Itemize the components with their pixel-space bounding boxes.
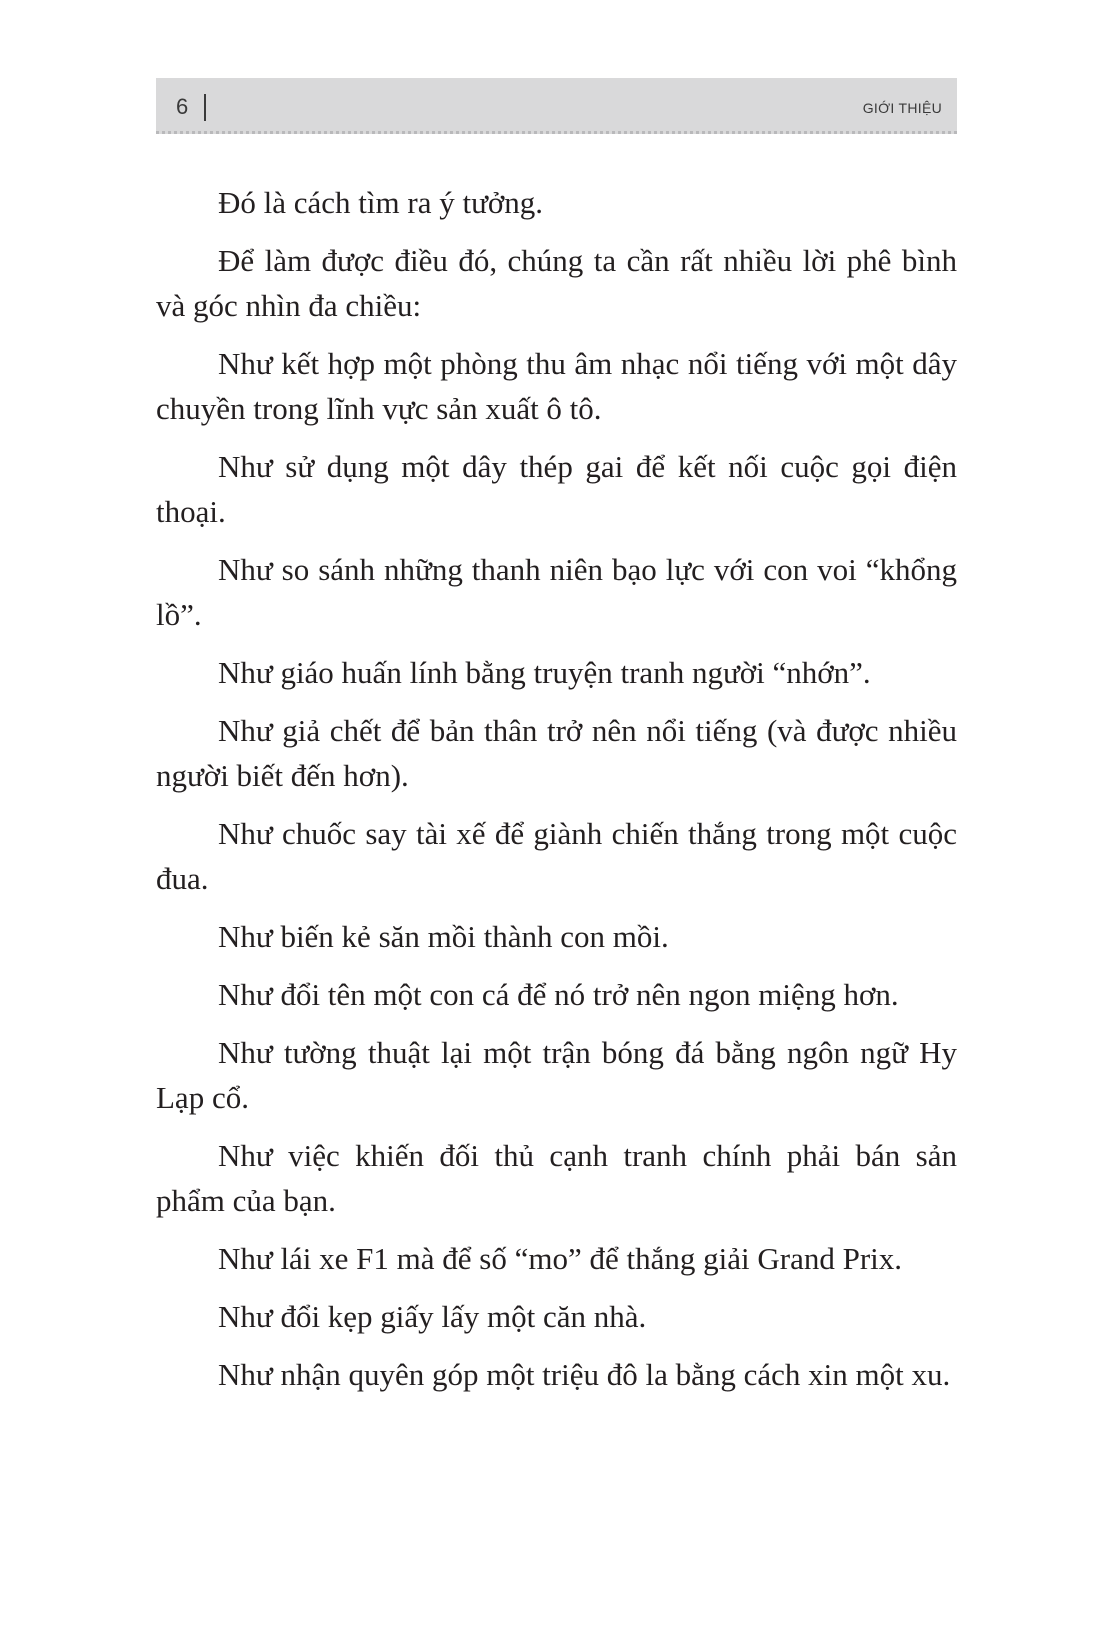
- paragraph: Để làm được điều đó, chúng ta cần rất nhiều lời phê bình và góc nhìn đa chiều:: [156, 243, 957, 323]
- header-divider: [204, 94, 206, 121]
- paragraph: Như sử dụng một dây thép gai để kết nối cuộc gọi điện thoại.: [156, 449, 957, 529]
- paragraph: Như nhận quyên góp một triệu đô la bằng cách xin một xu.: [218, 1357, 951, 1392]
- body-text: [156, 180, 957, 1410]
- paragraph: Đó là cách tìm ra ý tưởng.: [218, 185, 544, 220]
- paragraph: Như so sánh những thanh niên bạo lực với con voi “khổng lồ”.: [156, 552, 957, 632]
- paragraph: Như tường thuật lại một trận bóng đá bằng ngôn ngữ Hy Lạp cổ.: [156, 1035, 957, 1115]
- paragraph: Như giả chết để bản thân trở nên nổi tiếng (và được nhiều người biết đến hơn).: [156, 713, 957, 793]
- paragraph: Như chuốc say tài xế để giành chiến thắng trong một cuộc đua.: [156, 816, 957, 896]
- page-number: 6: [176, 94, 189, 119]
- paragraph: Như giáo huấn lính bằng truyện tranh người “nhớn”.: [218, 655, 871, 690]
- paragraph: Như lái xe F1 mà để số “mo” để thắng giải Grand Prix.: [218, 1241, 903, 1276]
- paragraph: Như việc khiến đối thủ cạnh tranh chính phải bán sản phẩm của bạn.: [156, 1138, 957, 1218]
- running-header: [156, 78, 957, 134]
- paragraph: Như đổi kẹp giấy lấy một căn nhà.: [218, 1299, 647, 1334]
- paragraph: Như biến kẻ săn mồi thành con mồi.: [218, 919, 669, 954]
- paragraph: Như đổi tên một con cá để nó trở nên ngon miệng hơn.: [218, 977, 899, 1012]
- paragraph: Như kết hợp một phòng thu âm nhạc nổi tiếng với một dây chuyền trong lĩnh vực sản xuất ô tô.: [156, 346, 957, 426]
- section-title: GIỚI THIỆU: [862, 100, 942, 116]
